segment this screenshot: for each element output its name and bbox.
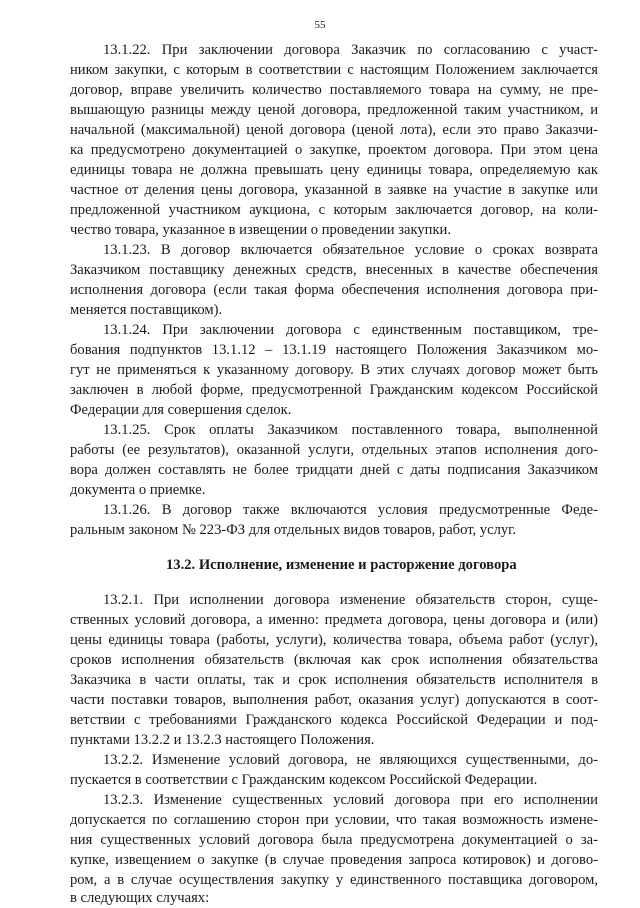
paragraph-line: заключен в любой форме, предусмотренной Гражданским кодексом Российской xyxy=(70,382,598,398)
paragraph-line: бования подпунктов 13.1.12 – 13.1.19 настоящего Положения Заказчиком мо- xyxy=(70,342,598,358)
paragraph-line: частное от деления цены договора, указанной в заявке на участие в закупке или xyxy=(70,182,598,198)
paragraph-line: ственных условий договора, а именно: предмета договора, цены договора и (или) xyxy=(70,612,598,628)
paragraph-line: 13.2.3. Изменение существенных условий договора при его исполнении xyxy=(103,792,598,808)
section-heading: 13.2. Исполнение, изменение и расторжение договора xyxy=(166,557,517,573)
paragraph-line: части поставки товаров, выполнения работ, оказания услуг) допускаются в соот- xyxy=(70,692,598,708)
paragraph-line: вора должен составлять не более тридцати дней с даты подписания Заказчиком xyxy=(70,462,598,478)
paragraph-line: 13.1.26. В договор также включаются условия предусмотренные Феде- xyxy=(103,502,598,518)
paragraph-line: работы (ее результатов), оказанной услуги, отдельных этапов исполнения дого- xyxy=(70,442,598,458)
paragraph-line: ния существенных условий договора была предусмотрена документацией о за- xyxy=(70,832,598,848)
paragraph-line: Заказчика в части оплаты, так и срок исполнения обязательств исполнителя в xyxy=(70,672,598,688)
paragraph-line: сроков исполнения обязательств (включая как срок исполнения обязательства xyxy=(70,652,598,668)
paragraph-line: чество товара, указанное в извещении о проведении закупки. xyxy=(70,222,451,238)
paragraph-line: 13.1.22. При заключении договора Заказчик по согласованию с участ- xyxy=(103,42,598,58)
paragraph-line: исполнения договора (если такая форма обеспечения исполнения договора при- xyxy=(70,282,598,298)
paragraph-line: допускается по соглашению сторон при условии, что такая возможность измене- xyxy=(70,812,598,828)
paragraph-line: в следующих случаях: xyxy=(70,890,210,906)
paragraph-line: Заказчиком поставщику денежных средств, внесенных в качестве обеспечения xyxy=(70,262,598,278)
paragraph-line: Федерации для совершения сделок. xyxy=(70,402,292,418)
paragraph-line: ром, а в случае осуществления закупку у единственного поставщика договором, xyxy=(70,872,598,888)
paragraph-line: вышающую разницы между ценой договора, предложенной таким участником, и xyxy=(70,102,598,118)
paragraph-line: 13.1.25. Срок оплаты Заказчиком поставленного товара, выполненной xyxy=(103,422,598,438)
paragraph-line: 13.2.2. Изменение условий договора, не являющихся существенными, до- xyxy=(103,752,598,768)
paragraph-line: 13.2.1. При исполнении договора изменение обязательств сторон, суще- xyxy=(103,592,598,608)
paragraph-line: ка предусмотрено документацией о закупке, проектом договора. При этом цена xyxy=(70,142,598,158)
paragraph-line: начальной (максимальной) ценой договора (ценой лота), если это право Заказчи- xyxy=(70,122,598,138)
paragraph-line: ральным законом № 223-ФЗ для отдельных видов товаров, работ, услуг. xyxy=(70,522,517,538)
paragraph-line: пунктами 13.2.2 и 13.2.3 настоящего Положения. xyxy=(70,732,375,748)
paragraph-line: цены единицы товара (работы, услуги), количества товара, объема работ (услуг), xyxy=(70,632,598,648)
paragraph-line: 13.1.23. В договор включается обязательное условие о сроках возврата xyxy=(103,242,598,258)
paragraph-line: договор, вправе увеличить количество поставляемого товара на сумму, не пре- xyxy=(70,82,598,98)
paragraph-line: гут не применяться к указанному договору. В этих случаях договор может быть xyxy=(70,362,598,378)
paragraph-line: меняется поставщиком). xyxy=(70,302,223,318)
paragraph-line: ветствии с требованиями Гражданского кодекса Российской Федерации и под- xyxy=(70,712,598,728)
paragraph-line: единицы товара не должна превышать цену единицы товара, определяемую как xyxy=(70,162,598,178)
paragraph-line: 13.1.24. При заключении договора с единственным поставщиком, тре- xyxy=(103,322,598,338)
paragraph-line: пускается в соответствии с Гражданским кодексом Российской Федерации. xyxy=(70,772,538,788)
paragraph-line: документа о приемке. xyxy=(70,482,206,498)
page-number: 55 xyxy=(314,19,326,31)
paragraph-line: купке, извещением о закупке (в случае проведения запроса котировок) и догово- xyxy=(70,852,598,868)
paragraph-line: предложенной участником аукциона, с которым заключается договор, на коли- xyxy=(70,202,598,218)
paragraph-line: ником закупки, с которым в соответствии с настоящим Положением заключается xyxy=(70,62,598,78)
